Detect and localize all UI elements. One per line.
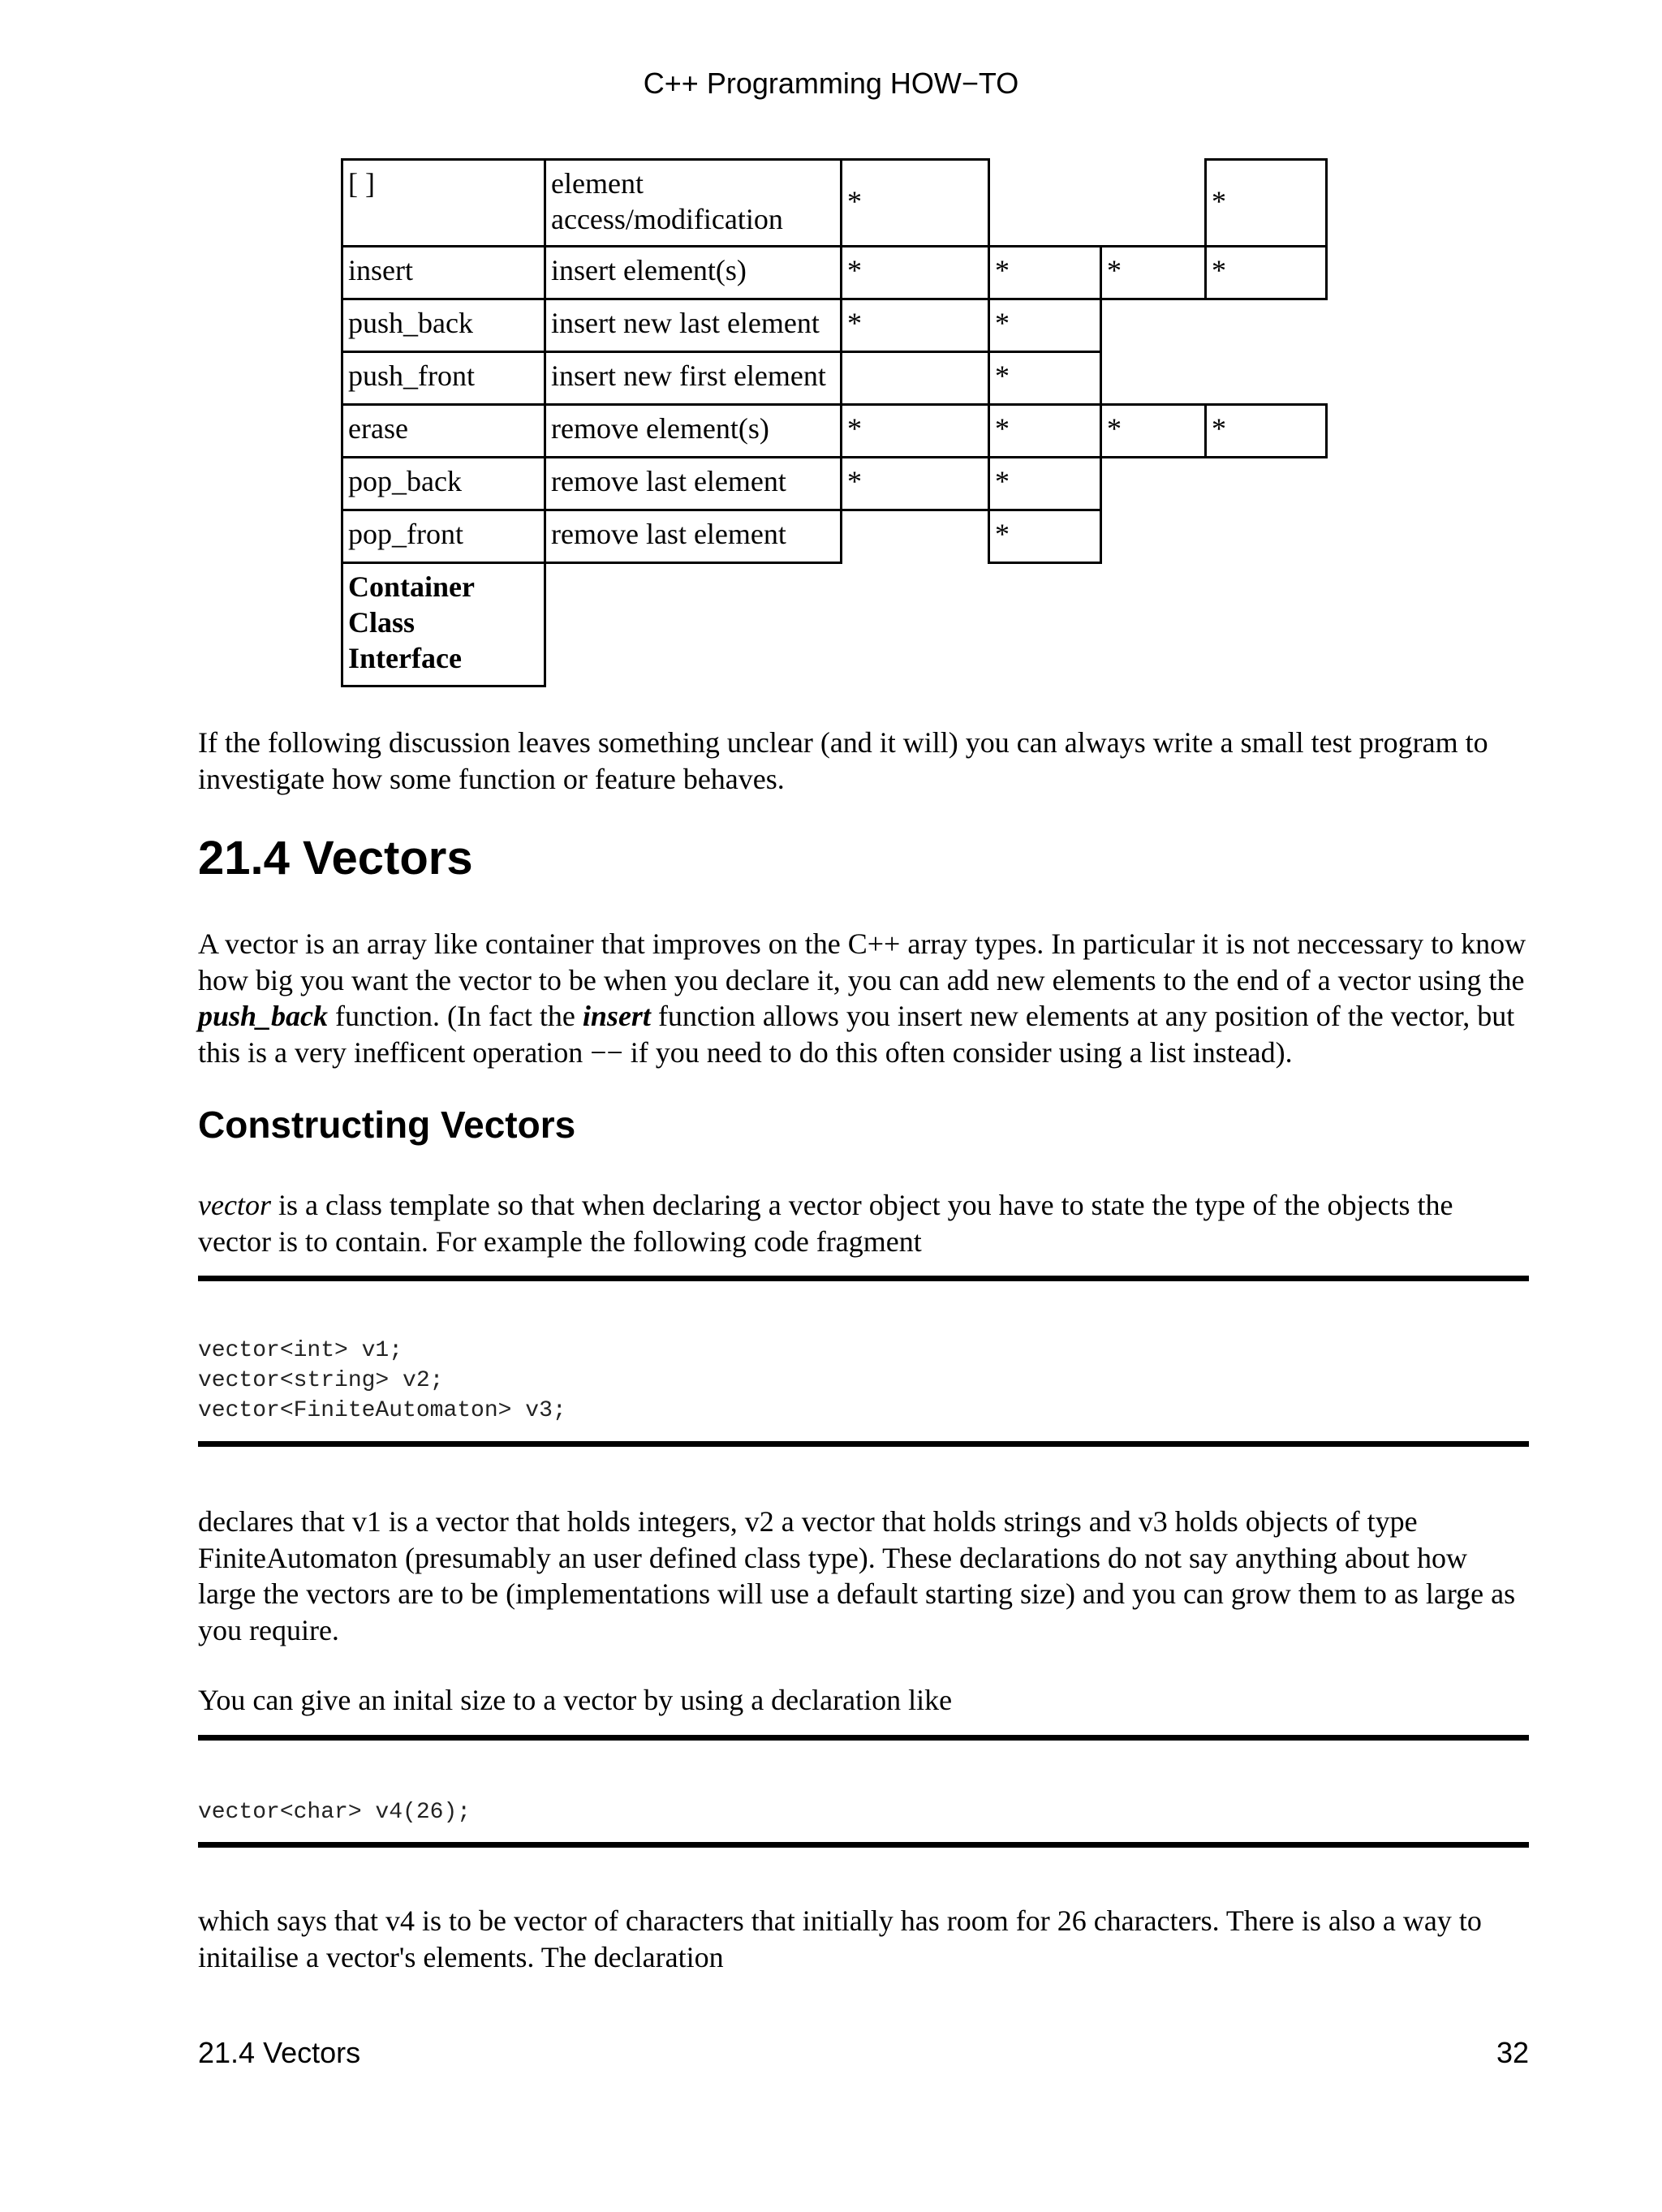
table-cell-mark: * <box>840 403 990 458</box>
table-row: insert <box>341 245 546 300</box>
table-cell-desc: remove last element <box>544 456 842 511</box>
code-block-1: vector<int> v1; vector<string> v2; vector<FiniteAutomaton> v3; <box>198 1338 566 1423</box>
table-cell-mark: * <box>840 298 990 353</box>
table-cell-mark: * <box>840 245 990 300</box>
table-row: pop_front <box>341 509 546 564</box>
insert-term: insert <box>582 1000 651 1032</box>
code-rule-top <box>198 1735 1529 1741</box>
code-rule-bottom <box>198 1441 1529 1447</box>
paragraph-vector: A vector is an array like container that improves on the C++ array types. In particular it is not neccessary to know how big you want the vector to be when you declare it, you can add new elements to the end of a vector using the push_back function. (In fact the insert function allows you insert new elements at any position of the vector, but this is a very inefficent operation −− if you need to do this often consider using a list instead). <box>198 927 1526 1069</box>
table-cell-mark: * <box>988 509 1102 564</box>
table-cell-mark: * <box>1204 158 1328 247</box>
table-cell-mark: * <box>1100 245 1207 300</box>
table-cell-mark: * <box>988 403 1102 458</box>
table-cell-mark: * <box>1100 403 1207 458</box>
push-back-term: push_back <box>198 1000 329 1032</box>
table-cell-mark: * <box>988 456 1102 511</box>
table-cell-mark: * <box>988 245 1102 300</box>
paragraph-v4: which says that v4 is to be vector of characters that initially has room for 26 characters. There is also a way to initailise a vector's elements. The declaration <box>198 1904 1482 1973</box>
table-row: pop_back <box>341 456 546 511</box>
vector-term: vector <box>198 1189 271 1221</box>
table-cell-desc: element access/modification <box>544 158 842 247</box>
table-caption-cell: Container Class Interface <box>341 562 546 687</box>
table-cell-mark: * <box>1204 403 1328 458</box>
code-rule-top <box>198 1276 1529 1281</box>
table-row: erase <box>341 403 546 458</box>
table-cell-desc: remove last element <box>544 509 842 564</box>
page-number: 32 <box>1496 2036 1529 2069</box>
table-cell-mark: * <box>1204 245 1328 300</box>
table-cell-mark: * <box>988 351 1102 406</box>
table-row: push_front <box>341 351 546 406</box>
paragraph-construct: vector is a class template so that when declaring a vector object you have to state the type of the objects the vector is to contain. For example the following code fragment <box>198 1189 1453 1258</box>
table-cell-desc: remove element(s) <box>544 403 842 458</box>
subsection-title: Constructing Vectors <box>198 1104 576 1146</box>
table-cell-desc: insert element(s) <box>544 245 842 300</box>
paragraph-declares: declares that v1 is a vector that holds integers, v2 a vector that holds strings and v3 holds objects of type FiniteAutomaton (presumably an user defined class type). These declarations do not say anything about how large the vectors are to be (implementations will use a default starting size) and you can grow them to as large as you require. <box>198 1505 1516 1646</box>
table-row: push_back <box>341 298 546 353</box>
table-cell-mark: * <box>988 298 1102 353</box>
table-row: [ ] <box>341 158 546 247</box>
table-cell-desc: insert new last element <box>544 298 842 353</box>
table-cell-mark: * <box>840 158 990 247</box>
code-block-2: vector<char> v4(26); <box>198 1800 471 1825</box>
paragraph-intro: If the following discussion leaves something unclear (and it will) you can always write a small test program to investigate how some function or feature behaves. <box>198 726 1488 795</box>
footer-section: 21.4 Vectors <box>198 2036 361 2069</box>
paragraph-initial-size: You can give an inital size to a vector by using a declaration like <box>198 1684 953 1716</box>
code-rule-bottom <box>198 1842 1529 1848</box>
section-title: 21.4 Vectors <box>198 832 473 884</box>
table-cell-desc: insert new first element <box>544 351 842 406</box>
table-cell-mark: * <box>840 456 990 511</box>
page-header: C++ Programming HOW−TO <box>643 67 1019 100</box>
